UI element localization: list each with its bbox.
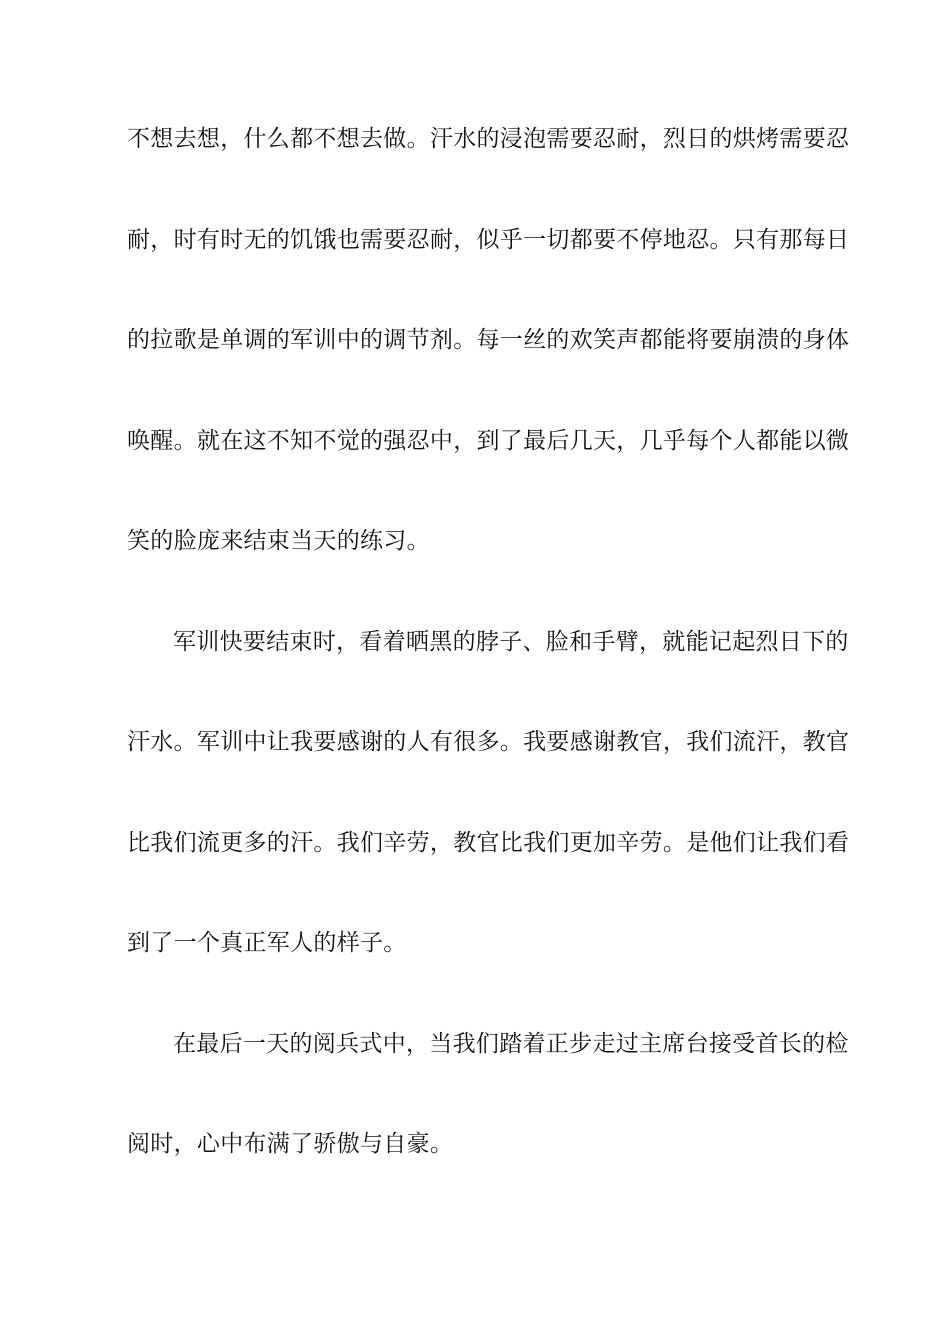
text-line: 笑的脸庞来结束当天的练习。 (127, 528, 430, 554)
text-line: 不想去想，什么都不想去做。汗水的浸泡需要忍耐，烈日的烘烤需要忍 (127, 126, 850, 152)
text-line: 的拉歌是单调的军训中的调节剂。每一丝的欢笑声都能将要崩溃的身体 (127, 327, 850, 353)
body-text (127, 114, 850, 1220)
text-line: 比我们流更多的汗。我们辛劳，教官比我们更加辛劳。是他们让我们看 (127, 829, 850, 856)
text-line: 耐，时有时无的饥饿也需要忍耐，似乎一切都要不停地忍。只有那每日 (127, 226, 850, 253)
text-line: 阅时，心中布满了骄傲与自豪。 (127, 1131, 454, 1157)
paragraph-start-line: 军训快要结束时，看着晒黑的脖子、脸和手臂，就能记起烈日下的 (173, 628, 849, 655)
text-line: 唤醒。就在这不知不觉的强忍中，到了最后几天，几乎每个人都能以微 (127, 427, 850, 454)
text-line: 到了一个真正军人的样子。 (127, 930, 407, 956)
text-line: 汗水。军训中让我要感谢的人有很多。我要感谢教官，我们流汗，教官 (127, 729, 850, 755)
paragraph-start-line: 在最后一天的阅兵式中，当我们踏着正步走过主席台接受首长的检 (173, 1030, 849, 1057)
